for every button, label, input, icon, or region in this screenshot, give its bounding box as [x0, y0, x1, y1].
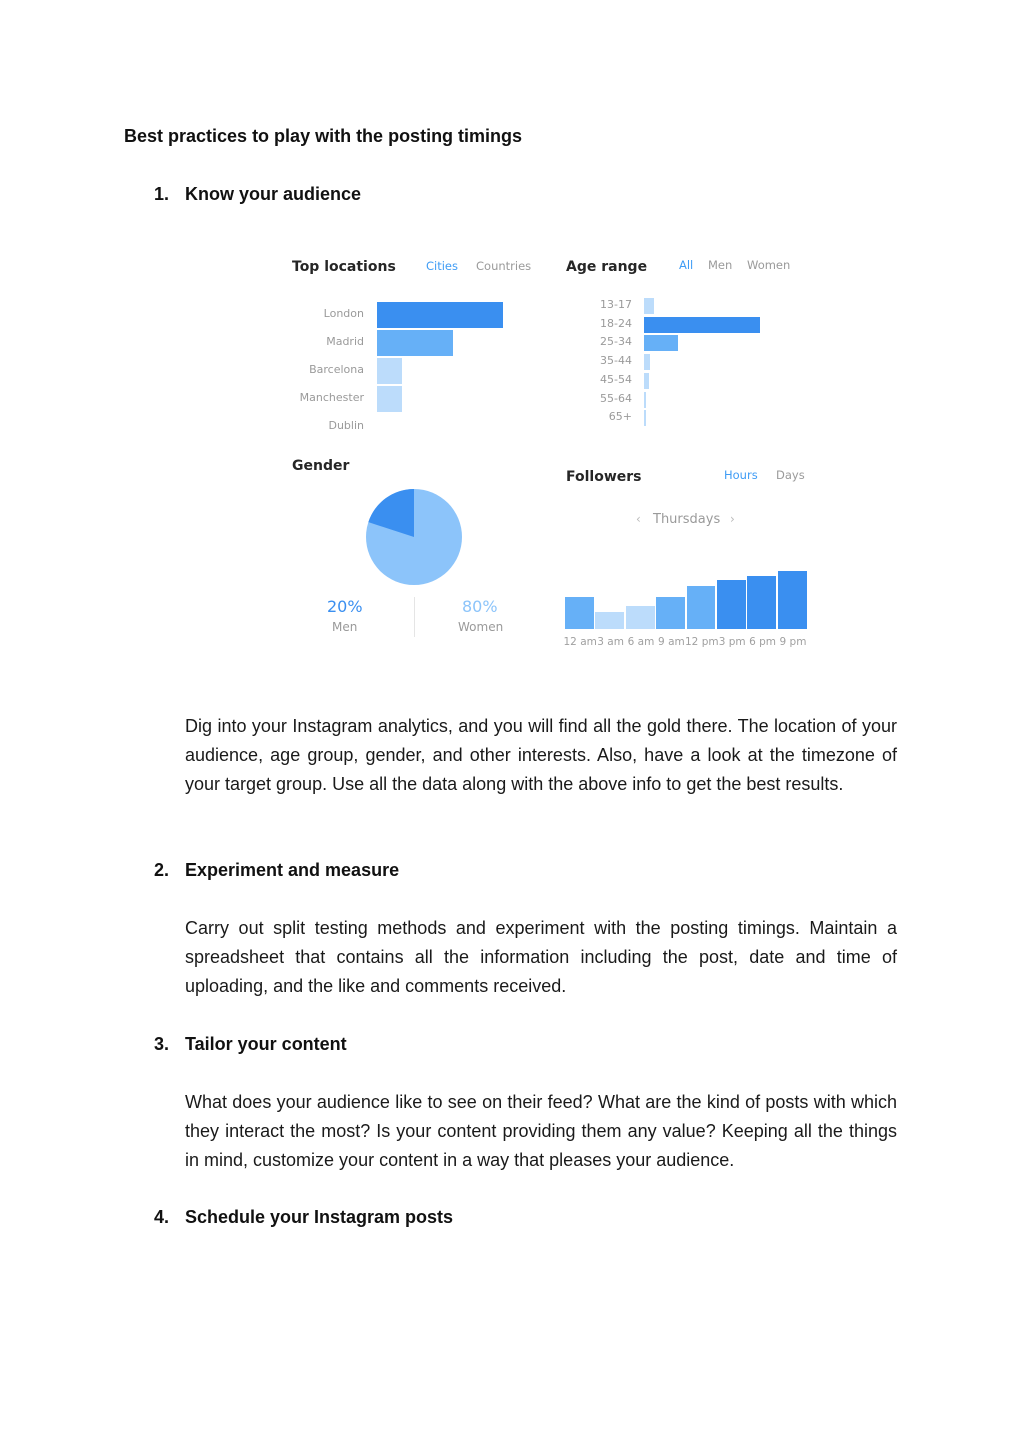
- followers-title: Followers: [566, 469, 642, 485]
- tick-label: 6 pm: [749, 636, 777, 648]
- section-3-title: [154, 1034, 347, 1055]
- section-title-text: Experiment and measure: [185, 860, 400, 880]
- section-number: 3.: [154, 1034, 170, 1054]
- bar: [626, 606, 655, 629]
- tick-label: 25-34: [600, 335, 632, 349]
- bar: [717, 580, 746, 629]
- women-percentage: 80%: [462, 597, 498, 616]
- bar: [644, 317, 760, 333]
- bar: [644, 354, 650, 370]
- bar: [644, 410, 646, 426]
- bar: [377, 358, 402, 384]
- bar: [778, 571, 807, 629]
- bar: [656, 597, 685, 629]
- tick-label: Manchester: [299, 391, 364, 404]
- tick-label: 35-44: [600, 354, 632, 368]
- tick-label: 13-17: [600, 298, 632, 311]
- bar: [377, 386, 402, 412]
- tick-label: Dublin: [328, 419, 364, 432]
- tab-women[interactable]: Women: [747, 258, 791, 272]
- document-heading: Best practices to play with the posting timings: [124, 126, 523, 146]
- men-label: Men: [332, 620, 358, 634]
- section-title-text: Schedule your Instagram posts: [185, 1207, 454, 1227]
- tick-label: 65+: [608, 410, 632, 424]
- age-range-title: Age range: [566, 259, 648, 275]
- section-1-body: Dig into your Instagram analytics, and you will find all the gold there. The location of your audience, age group, gender, and other interests. Also, have a look at the timezone of your target group. Use all the data along with the above info to get the best results.: [185, 716, 897, 794]
- tick-label: Barcelona: [309, 363, 364, 376]
- bar: [644, 373, 649, 389]
- bar: [644, 298, 654, 314]
- bar: [644, 392, 646, 408]
- section-number: 1.: [154, 184, 170, 204]
- bar: [687, 586, 716, 629]
- tick-label: 3 pm: [718, 636, 746, 648]
- bar: [377, 330, 453, 356]
- tick-label: London: [323, 307, 364, 320]
- section-number: 4.: [154, 1207, 170, 1227]
- tab-days[interactable]: Days: [776, 468, 805, 482]
- tab-cities[interactable]: Cities: [426, 259, 458, 273]
- bar: [377, 302, 503, 328]
- tab-hours[interactable]: Hours: [724, 468, 758, 482]
- section-2-title: [154, 860, 399, 881]
- women-label: Women: [458, 620, 504, 634]
- bar: [747, 576, 776, 629]
- gender-title: Gender: [292, 458, 350, 474]
- section-title-text: Know your audience: [185, 184, 362, 204]
- bar: [644, 335, 678, 351]
- tab-all[interactable]: All: [679, 258, 694, 272]
- tick-label: 45-54: [600, 372, 632, 386]
- tick-label: 9 pm: [779, 636, 807, 648]
- tick-label: 6 am: [627, 636, 655, 648]
- section-4-title: [154, 1207, 453, 1228]
- tick-label: Madrid: [326, 335, 364, 348]
- tab-countries[interactable]: Countries: [476, 259, 532, 273]
- tick-label: 18-24: [600, 316, 632, 330]
- section-number: 2.: [154, 860, 170, 880]
- tick-label: 12 pm: [685, 636, 719, 648]
- tick-label: 3 am: [597, 636, 624, 648]
- tick-label: 12 am: [563, 636, 597, 648]
- section-2-body: Carry out split testing methods and experiment with the posting timings. Maintain a spreadsheet that contains all the information including the post, date and time of uploading, and the like and comments received.: [185, 918, 897, 996]
- section-1-title: [154, 184, 361, 205]
- chevron-right-icon[interactable]: ›: [730, 512, 735, 526]
- top-locations-title: Top locations: [292, 259, 396, 275]
- men-percentage: 20%: [327, 597, 363, 616]
- section-3-body: What does your audience like to see on their feed? What are the kind of posts with which they interact the most? Is your content providing them any value? Keeping all the things in mind, customize your content in a way that pleases your audience.: [185, 1092, 897, 1170]
- bar: [565, 597, 594, 629]
- day-selector[interactable]: Thursdays: [653, 512, 721, 527]
- section-title-text: Tailor your content: [185, 1034, 347, 1054]
- gender-divider: [414, 597, 415, 637]
- followers-axis-labels: [560, 632, 820, 650]
- bar: [595, 612, 624, 629]
- gender-pie-chart: [364, 487, 464, 587]
- chevron-left-icon[interactable]: ‹: [636, 512, 641, 526]
- tick-label: 9 am: [658, 636, 685, 648]
- tick-label: 55-64: [600, 391, 632, 405]
- tab-men[interactable]: Men: [708, 258, 733, 272]
